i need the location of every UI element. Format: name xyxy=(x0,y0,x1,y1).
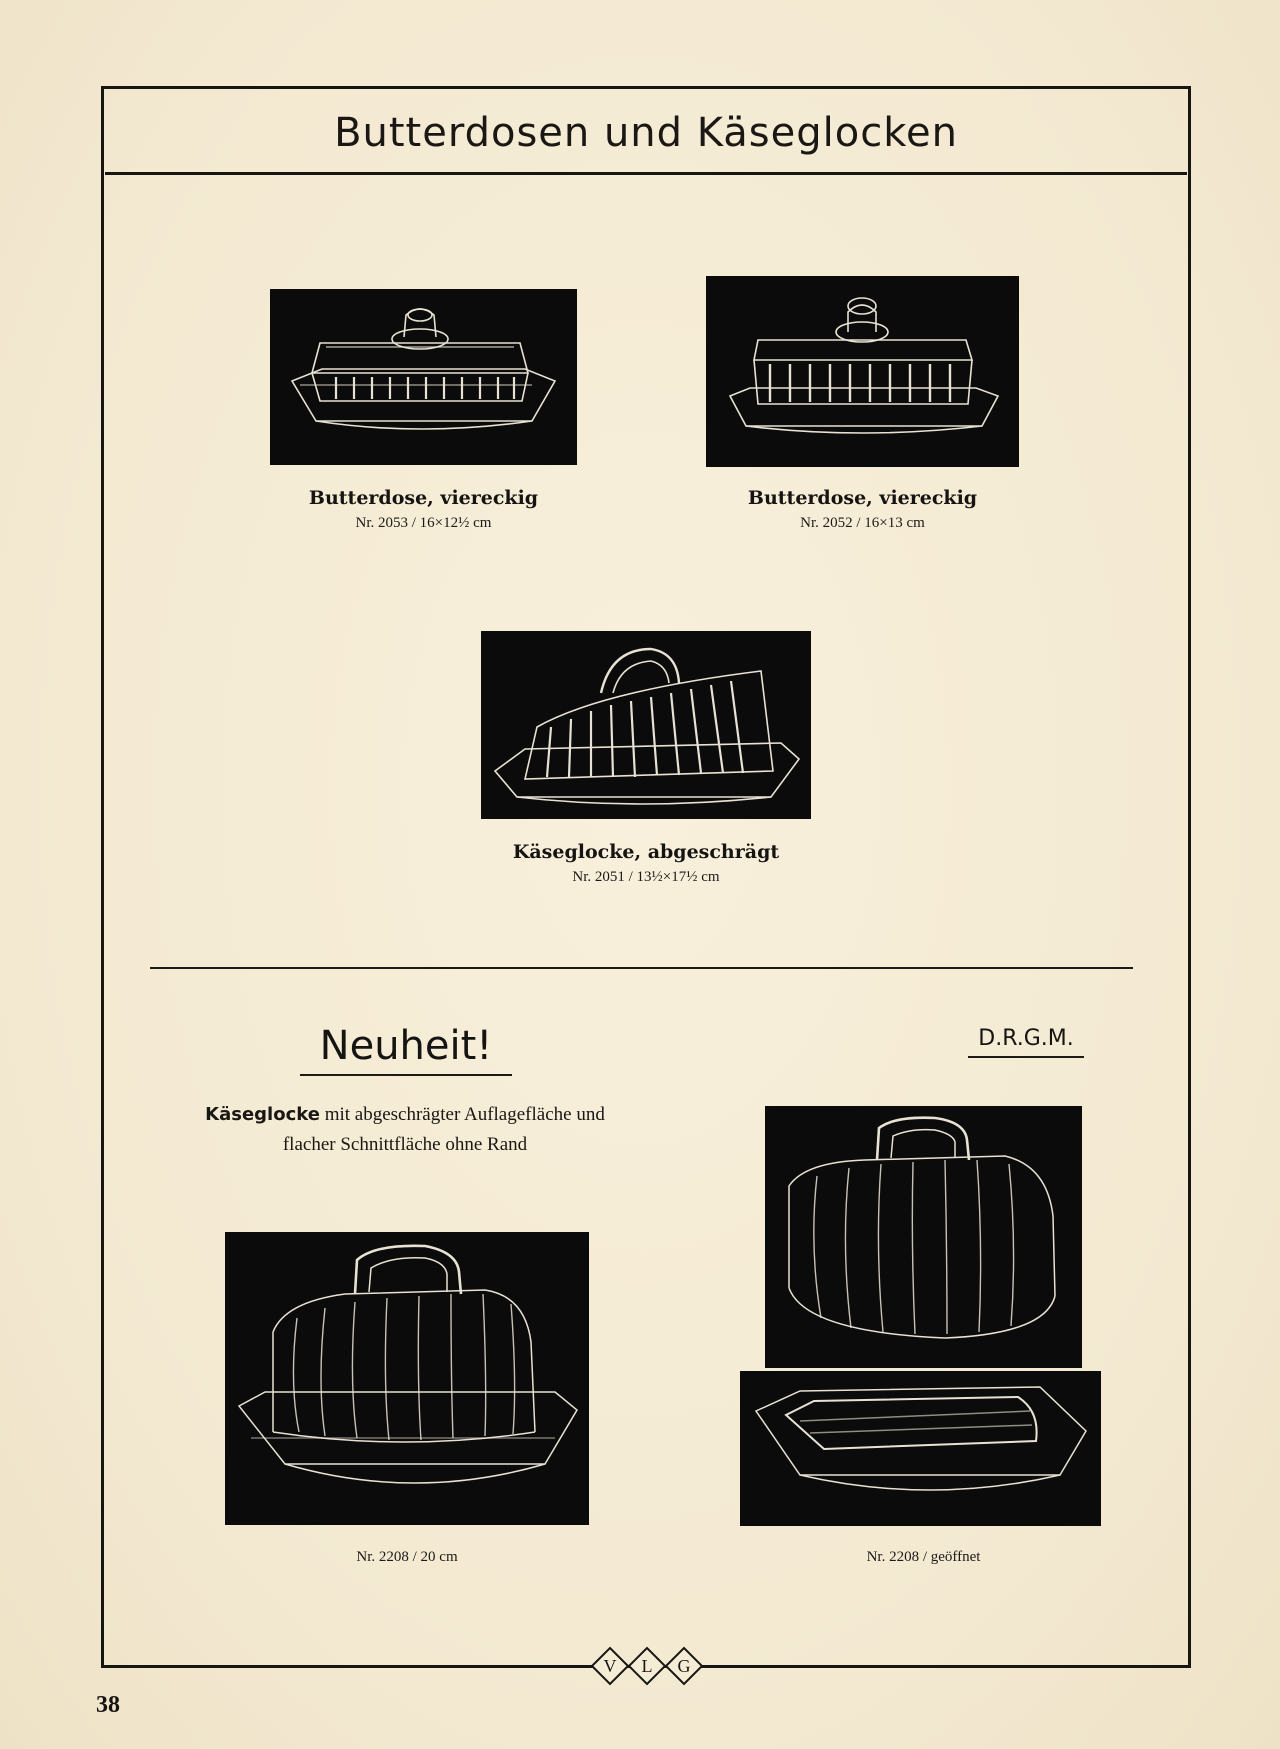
drgm-badge: D.R.G.M. xyxy=(968,1022,1084,1058)
product-spec: Nr. 2053 / 16×12½ cm xyxy=(355,515,492,531)
section-divider xyxy=(150,967,1133,969)
novelty-heading: Neuheit! xyxy=(300,1018,512,1076)
product-spec: Nr. 2051 / 13½×17½ cm xyxy=(572,869,720,885)
novelty-description xyxy=(200,1100,610,1160)
logo-letter-l: L xyxy=(641,1656,653,1676)
product-spec: Nr. 2052 / 16×13 cm xyxy=(800,515,925,531)
description-text: mit abgeschrägter Auflagefläche und flacher Schnittfläche ohne Rand xyxy=(282,1104,605,1155)
product-name: Butterdose, viereckig xyxy=(747,487,978,509)
cheese-dome-2051-photo xyxy=(481,631,811,819)
cheese-dome-2208-open-base-photo xyxy=(740,1371,1101,1526)
page-number: 38 xyxy=(96,1692,120,1718)
vlg-logo xyxy=(588,1638,706,1694)
logo-letter-v: V xyxy=(603,1656,617,1676)
butter-dish-2053-photo xyxy=(270,289,577,465)
butter-dish-2052-photo xyxy=(706,276,1019,467)
product-name: Butterdose, viereckig xyxy=(308,487,539,509)
product-spec: Nr. 2208 / geöffnet xyxy=(866,1549,981,1565)
description-bold: Käseglocke xyxy=(205,1104,320,1125)
title-rule xyxy=(105,172,1187,175)
cheese-dome-2208-open-top-photo xyxy=(765,1106,1082,1368)
product-spec: Nr. 2208 / 20 cm xyxy=(356,1549,458,1565)
page-title: Butterdosen und Käseglocken xyxy=(334,110,958,156)
logo-letter-g: G xyxy=(677,1656,691,1676)
cheese-dome-2208-photo xyxy=(225,1232,589,1525)
product-name: Käseglocke, abgeschrägt xyxy=(512,841,780,863)
